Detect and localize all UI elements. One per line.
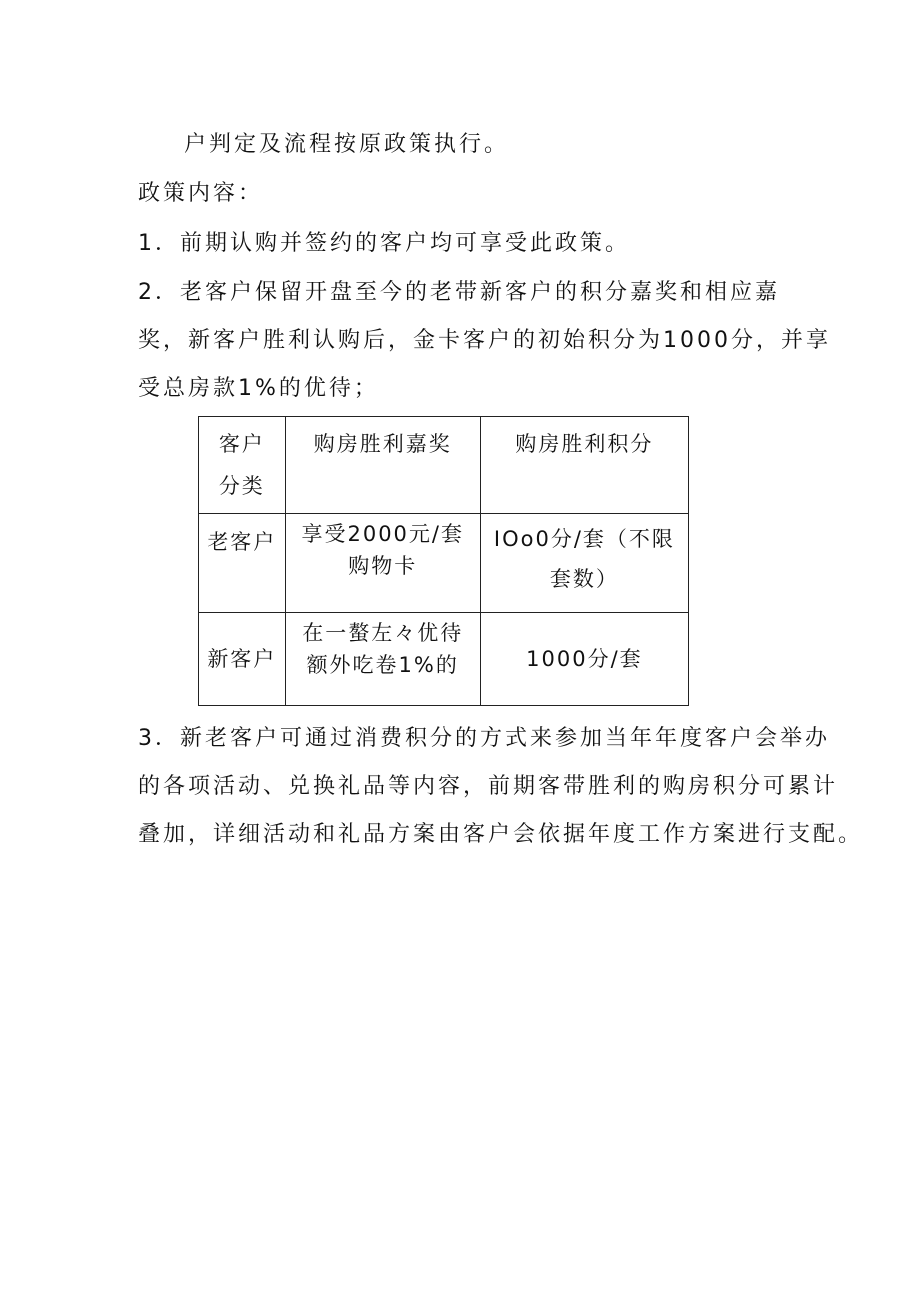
paragraph-item-3-line-2: 的各项活动、兑换礼品等内容，前期客带胜利的购房积分可累计 <box>138 774 839 799</box>
paragraph-continuation: 户判定及流程按原政策执行。 <box>184 132 510 157</box>
table-row <box>199 514 689 613</box>
row-points-cell <box>480 613 688 706</box>
section-heading: 政策内容： <box>138 181 264 206</box>
paragraph-item-3-line-3: 叠加，详细活动和礼品方案由客户会依据年度工作方案进行支配。 <box>138 822 864 847</box>
row-points-line-1: IOo0分/套（不限 <box>493 527 675 551</box>
policy-table <box>198 416 689 706</box>
row-category: 新客户 <box>207 647 277 671</box>
row-points-line-1: 1000分/套 <box>526 647 643 671</box>
header-purchase-points-label: 购房胜利积分 <box>515 432 654 456</box>
row-reward-line-1: 在一螯左々优待 <box>302 621 464 645</box>
row-reward-line-2: 购物卡 <box>348 554 418 578</box>
header-customer-category <box>199 417 286 514</box>
row-category-cell <box>199 514 286 613</box>
table-header-row <box>199 417 689 514</box>
row-points-line-2: 套数） <box>549 567 619 591</box>
paragraph-item-2-line-1: 2．老客户保留开盘至今的老带新客户的积分嘉奖和相应嘉 <box>138 280 780 305</box>
row-points-cell <box>480 514 688 613</box>
row-category-cell <box>199 613 286 706</box>
paragraph-item-2-line-3: 受总房款1%的优待； <box>138 376 379 401</box>
header-customer-category-line-1: 客户 <box>218 432 265 456</box>
paragraph-item-2-line-2: 奖，新客户胜利认购后，金卡客户的初始积分为1000分，并享 <box>138 328 831 353</box>
paragraph-item-1: 1．前期认购并签约的客户均可享受此政策。 <box>138 231 630 256</box>
header-customer-category-line-2: 分类 <box>218 474 265 498</box>
paragraph-item-3-line-1: 3．新老客户可通过消费积分的方式来参加当年年度客户会举办 <box>138 726 830 751</box>
row-reward-line-1: 享受2000元/套 <box>301 522 464 546</box>
table-row <box>199 613 689 706</box>
header-purchase-points <box>480 417 688 514</box>
header-purchase-reward <box>285 417 480 514</box>
row-reward-line-2: 额外吃卷1%的 <box>306 653 459 677</box>
header-purchase-reward-label: 购房胜利嘉奖 <box>313 432 452 456</box>
row-category: 老客户 <box>207 530 277 554</box>
row-reward-cell <box>285 514 480 613</box>
row-reward-cell <box>285 613 480 706</box>
